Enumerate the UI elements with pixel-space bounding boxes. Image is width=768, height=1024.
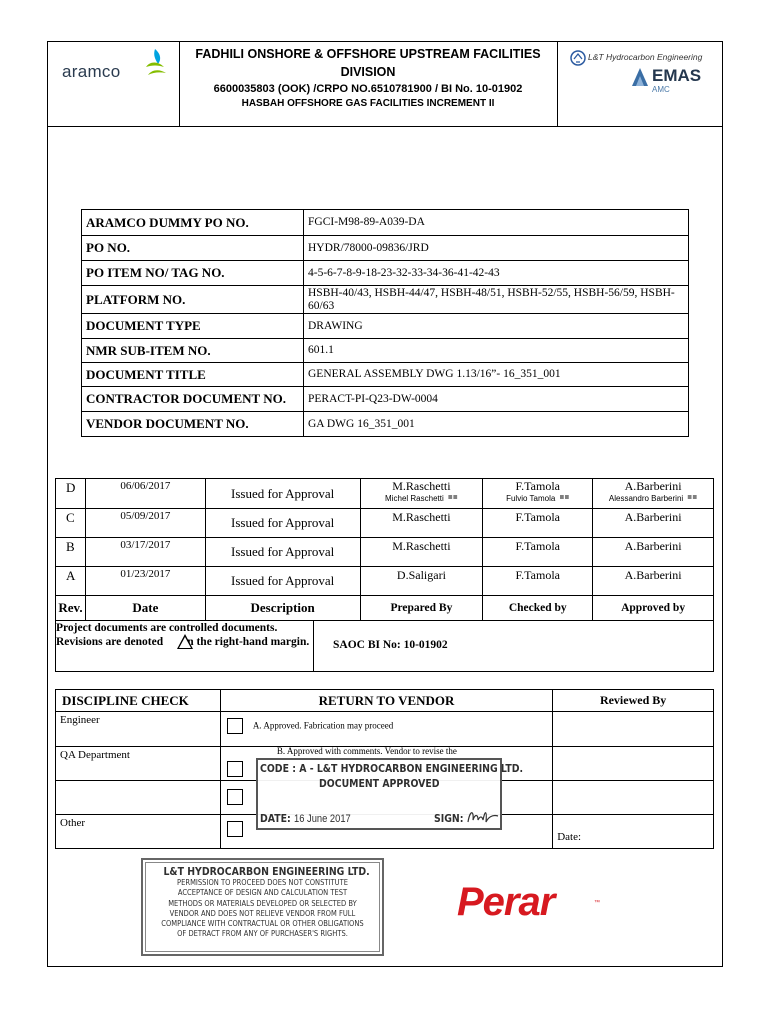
note-text-part1: Project documents are controlled documents. Revisions are denoted — [56, 622, 278, 648]
rev-date: 01/23/2017 — [85, 567, 205, 596]
info-value: DRAWING — [304, 314, 689, 339]
header-divider-left — [179, 42, 180, 126]
rev-header-prepared: Prepared By — [360, 596, 483, 621]
info-row — [82, 236, 689, 261]
revision-header-row — [56, 596, 714, 621]
rev-approved: A.Barberini — [593, 538, 714, 567]
info-label: VENDOR DOCUMENT NO. — [82, 412, 304, 437]
info-label: PO NO. — [82, 236, 304, 261]
reviewed-by-header: Reviewed By — [553, 690, 714, 712]
info-row — [82, 339, 689, 363]
header-title-line2: DIVISION — [340, 65, 396, 79]
info-value: GA DWG 16_351_001 — [304, 412, 689, 437]
option-b-checkbox[interactable] — [227, 761, 243, 777]
header-title-line1: FADHILI ONSHORE & OFFSHORE UPSTREAM FACILITIES — [195, 47, 541, 61]
discipline-name — [56, 781, 221, 815]
header-bottom-rule — [47, 126, 723, 127]
permission-stamp-line: OF DETRACT FROM ANY OF PURCHASER'S RIGHTS. — [177, 929, 348, 939]
info-value: GENERAL ASSEMBLY DWG 1.13/16”- 16_351_001 — [304, 363, 689, 387]
document-approved-stamp — [256, 758, 524, 830]
discipline-name: Engineer — [56, 712, 221, 747]
info-value: PERACT-PI-Q23-DW-0004 — [304, 387, 689, 412]
aramco-wordmark: aramco — [62, 62, 121, 81]
option-a-label: A. Approved. Fabrication may proceed — [252, 720, 394, 731]
option-cell — [220, 712, 552, 747]
reviewer-cell[interactable] — [553, 712, 714, 747]
rev-header-description: Description — [205, 596, 360, 621]
stamp-approved-line: DOCUMENT APPROVED — [319, 777, 440, 790]
rev-checked: F.Tamola — [515, 479, 560, 493]
trademark-icon: ™ — [594, 900, 600, 906]
option-a-checkbox[interactable] — [227, 718, 243, 734]
info-label: ARAMCO DUMMY PO NO. — [82, 210, 304, 236]
rev-code: C — [56, 509, 86, 538]
rev-description: Issued for Approval — [205, 538, 360, 567]
info-label: PO ITEM NO/ TAG NO. — [82, 261, 304, 286]
rev-header-rev: Rev. — [56, 596, 86, 621]
info-row — [82, 286, 689, 314]
emas-logo-icon — [630, 66, 650, 88]
saoc-bi-number: SAOC BI No: 10-01902 — [333, 639, 448, 651]
option-d-checkbox[interactable] — [227, 821, 243, 837]
rev-prepared: M.Raschetti — [360, 538, 483, 567]
info-value: HSBH-40/43, HSBH-44/47, HSBH-48/51, HSBH-52/55, HSBH-56/59, HSBH-60/63 — [304, 286, 689, 314]
info-row — [82, 412, 689, 437]
signature-prepared — [361, 495, 483, 503]
rev-prepared: M.Raschetti — [392, 479, 451, 493]
signature-checked — [483, 495, 592, 503]
rev-checked-cell — [483, 479, 593, 509]
rev-code: A — [56, 567, 86, 596]
header-title — [182, 45, 554, 81]
stamp-date — [260, 812, 351, 825]
emas-wordmark: EMAS — [652, 66, 702, 85]
rev-prepared: D.Saligari — [360, 567, 483, 596]
option-c-checkbox[interactable] — [227, 789, 243, 805]
permission-stamp-line: ACCEPTANCE OF DESIGN AND CALCULATION TEST — [177, 888, 348, 898]
permission-stamp-line: METHODS OR MATERIALS DEVELOPED OR SELECTED BY — [168, 898, 357, 908]
stamp-date-label: DATE: — [260, 812, 291, 825]
stamp-date-value: 16 June 2017 — [294, 813, 351, 825]
rev-date: 05/09/2017 — [85, 509, 205, 538]
rev-header-date: Date — [85, 596, 205, 621]
discipline-row — [56, 712, 714, 747]
sig-scribble-icon: ≣≣ — [687, 495, 698, 501]
info-row — [82, 387, 689, 412]
info-row — [82, 261, 689, 286]
rev-header-checked: Checked by — [483, 596, 593, 621]
sig-name: Michel Raschetti — [385, 494, 444, 503]
info-value: 601.1 — [304, 339, 689, 363]
info-row — [82, 363, 689, 387]
rev-description: Issued for Approval — [205, 509, 360, 538]
option-b-label: B. Approved with comments. Vendor to revise the — [276, 746, 457, 756]
rev-code: B — [56, 538, 86, 567]
reviewer-cell[interactable] — [553, 747, 714, 781]
info-row — [82, 210, 689, 236]
header-reference: 6600035803 (OOK) /CRPO NO.6510781900 / BI No. 10-01902 — [213, 83, 523, 95]
document-info-table — [81, 209, 689, 437]
sig-name: Alessandro Barberini — [608, 494, 684, 503]
info-label: CONTRACTOR DOCUMENT NO. — [82, 387, 304, 412]
rev-approved: A.Barberini — [593, 509, 714, 538]
permission-stamp-line: PERMISSION TO PROCEED DOES NOT CONSTITUTE — [177, 878, 348, 887]
rev-prepared-cell — [360, 479, 483, 509]
rev-description: Issued for Approval — [205, 567, 360, 596]
permission-to-proceed-stamp — [141, 858, 384, 956]
review-date-label: Date: — [557, 831, 582, 843]
info-value: HYDR/78000-09836/JRD — [304, 236, 689, 261]
revision-row — [56, 538, 714, 567]
rev-date: 03/17/2017 — [85, 538, 205, 567]
lt-wordmark: L&T Hydrocarbon Engineering — [588, 52, 703, 62]
info-value: 4-5-6-7-8-9-18-23-32-33-34-36-41-42-43 — [304, 261, 689, 286]
note-text-part2: in the right-hand margin. — [184, 636, 310, 648]
handwritten-signature-icon — [466, 806, 500, 828]
lt-logo-icon — [570, 50, 586, 66]
rev-checked: F.Tamola — [483, 509, 593, 538]
sig-name: Fulvio Tamola — [506, 494, 556, 503]
stamp-sign-label: SIGN: — [434, 812, 464, 825]
info-label: DOCUMENT TYPE — [82, 314, 304, 339]
info-label: PLATFORM NO. — [82, 286, 304, 314]
rev-approved-cell — [593, 479, 714, 509]
reviewer-cell[interactable] — [553, 781, 714, 815]
rev-approved: A.Barberini — [624, 479, 682, 493]
discipline-header-row — [56, 690, 714, 712]
revision-row — [56, 509, 714, 538]
rev-date: 06/06/2017 — [85, 479, 205, 509]
info-row — [82, 314, 689, 339]
sig-scribble-icon: ≣≣ — [447, 495, 458, 501]
header-project: HASBAH OFFSHORE GAS FACILITIES INCREMENT II — [241, 98, 495, 109]
rev-prepared: M.Raschetti — [360, 509, 483, 538]
permission-stamp-line: VENDOR AND DOES NOT RELIEVE VENDOR FROM FULL — [169, 908, 356, 918]
permission-stamp-title: L&T HYDROCARBON ENGINEERING LTD. — [163, 865, 370, 878]
revision-row — [56, 567, 714, 596]
header-divider-right — [557, 42, 558, 126]
rev-header-approved: Approved by — [593, 596, 714, 621]
rev-code: D — [56, 479, 86, 509]
permission-stamp-line: COMPLIANCE WITH CONTRACTUAL OR OTHER OBLIGATIONS — [161, 919, 364, 929]
info-value: FGCI-M98-89-A039-DA — [304, 210, 689, 236]
discipline-name: QA Department — [56, 747, 221, 781]
discipline-name: Other — [56, 815, 221, 849]
signature-approved — [593, 495, 713, 503]
revision-table — [55, 478, 714, 621]
info-label: NMR SUB-ITEM NO. — [82, 339, 304, 363]
discipline-header: DISCIPLINE CHECK — [56, 690, 221, 712]
aramco-logo-icon — [140, 47, 170, 79]
rev-checked: F.Tamola — [483, 538, 593, 567]
rev-approved: A.Barberini — [593, 567, 714, 596]
review-date-cell[interactable] — [553, 815, 714, 849]
return-to-vendor-header: RETURN TO VENDOR — [220, 690, 552, 712]
rev-description: Issued for Approval — [205, 479, 360, 509]
info-label: DOCUMENT TITLE — [82, 363, 304, 387]
amc-wordmark: AMC — [652, 85, 670, 94]
perar-logo: Perar — [457, 880, 555, 924]
rev-checked: F.Tamola — [483, 567, 593, 596]
revision-row — [56, 479, 714, 509]
sig-scribble-icon: ≣≣ — [559, 495, 570, 501]
stamp-code-line: CODE : A - L&T HYDROCARBON ENGINEERING LTD. — [260, 762, 524, 775]
